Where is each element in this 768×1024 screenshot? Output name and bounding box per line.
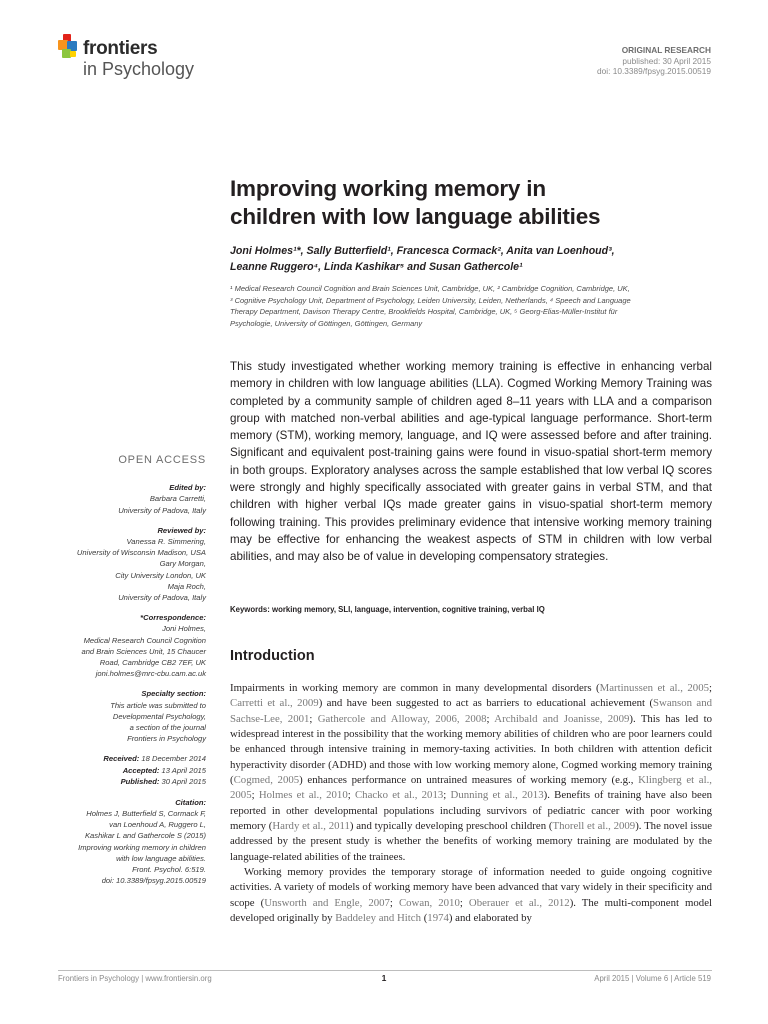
reviewer-line: University of Wisconsin Madison, USA [76,548,206,558]
paragraph: Impairments in working memory are common in many developmental disorders (Martinussen et al., 2005; Carretti et al., 2009) and have been suggested to act as barriers to educational achievement (Swanson and Sachse-Lee, 2001; Gathercole and Alloway, 2006, 2008; Archibald and Joanisse, 2009). This has led to widespread interest in the possibility that the working memory abilities of children who are poor learners could be enhanced through intensive training in memory-taxing activities. In both children with attention deficit hyperactivity disorder (ADHD) and those with low working memory alone, Cogmed working memory training (Cogmed, 2005) enhances performance on untrained measures of working memory (e.g., Klingberg et al., 2005; Holmes et al., 2010; Chacko et al., 2013; Dunning et al., 2013). Benefits of training have also been reported in other developmental populations including survivors of pediatric cancer with poor working memory (Hardy et al., 2011) and typically developing preschool children (Thorell et al., 2009). The novel issue addressed by the present study is whether the benefits of working memory training are modulated by the language-related abilities of the trainees. [230,682,713,863]
correspondence-line: Road, Cambridge CB2 7EF, UK [99,658,206,668]
citation-link[interactable]: Dunning et al., 2013 [450,789,544,802]
citation-link[interactable]: Gathercole and Alloway, 2006, 2008 [317,712,487,725]
citation-link[interactable]: Thorell et al., 2009 [552,820,636,833]
citation-link[interactable]: Martinussen et al., 2005 [599,682,709,694]
footer-journal[interactable]: Frontiers in Psychology | www.frontiersin.org [58,974,212,983]
edited-by-section [40,482,206,516]
author-list [230,243,710,275]
dates-section [40,753,206,787]
reviewer-line: Maja Roch, [167,581,206,591]
specialty-line: This article was submitted to [110,700,206,710]
reviewed-by-section [40,525,206,603]
publish-date: published: 30 April 2015 [622,55,711,66]
affiliation-line: Therapy Department, Davison Therapy Centre, Brookfields Hospital, Cambridge, UK, ⁵ Georg-Elias-Müller-Institut für [230,307,618,317]
article-title [230,175,720,231]
reviewer-line: Vanessa R. Simmering, [126,537,206,547]
citation-link[interactable]: 1974 [427,912,449,925]
article-sidebar [40,455,206,895]
abstract: This study investigated whether working memory training is effective in enhancing verbal memory in children with low language abilities (LLA). Cogmed Working Memory Training was completed by a community sample of children aged 8–11 years with LLA and a comparison group with matched non-verbal abilities and age-typical language performance. Short-term memory (STM), working memory, language, and IQ were assessed before and after training. Significant and equivalent post-training gains were found in visuo-spatial short-term memory in both groups. Exploratory analyses across the sample established that low verbal IQ scores were strongly and highly specifically associated with greater gains in verbal STM, and that children with higher verbal IQs made greater gains in visuo-spatial short-term memory following training. This provides preliminary evidence that intensive working memory training may be effective for enhancing the weakest aspects of STM in children with low verbal abilities, and may also be of value in developing compensatory strategies. [230,360,712,564]
citation-link[interactable]: Hardy et al., 2011 [272,820,350,833]
citation-line: with low language abilities. [116,853,206,863]
editor-line: University of Padova, Italy [118,505,206,515]
introduction-body [230,681,712,927]
edited-by-label: Edited by: [169,483,206,493]
specialty-section [40,688,206,744]
article-doi[interactable]: doi: 10.3389/fpsyg.2015.00519 [597,66,711,76]
footer-issue: April 2015 | Volume 6 | Article 519 [594,974,711,983]
correspondence-email[interactable]: joni.holmes@mrc-cbu.cam.ac.uk [95,669,206,679]
authors-line-1: Joni Holmes¹*, Sally Butterfield¹, Francesca Cormack², Anita van Loenhoud³, [230,245,615,257]
article-type: ORIGINAL RESEARCH [621,45,711,55]
received-date: Received: 18 December 2014 [103,754,206,764]
section-heading-introduction: Introduction [230,648,315,664]
title-line-1: Improving working memory in [230,176,546,201]
title-line-2: children with low language abilities [230,204,601,229]
correspondence-line: and Brain Sciences Unit, 15 Chaucer [81,646,206,656]
affiliation-line: ³ Cognitive Psychology Unit, Department of Psychology, Leiden University, Leiden, Netherlands, ⁴ Speech and Language [230,295,631,305]
citation-link[interactable]: Cowan, 2010 [398,896,460,909]
accepted-date: Accepted: 13 April 2015 [122,765,206,775]
article-meta [597,45,711,77]
citation-link[interactable]: Unsworth and Engle, 2007 [264,896,390,909]
citation-line: Improving working memory in children [78,842,206,852]
citation-link[interactable]: Swanson and Sachse-Lee, 2001 [230,697,713,725]
reviewed-by-label: Reviewed by: [157,525,206,535]
citation-label: Citation: [175,797,206,807]
reviewer-line: City University London, UK [115,570,206,580]
citation-section [40,797,206,887]
authors-line-2: Leanne Ruggero⁴, Linda Kashikar⁵ and Susan Gathercole¹ [230,261,523,273]
logo-text-journal: in Psychology [83,59,195,79]
citation-link[interactable]: Klingberg et al., 2005 [230,774,712,802]
specialty-label: Specialty section: [141,689,206,699]
published-date: Published: 30 April 2015 [120,777,206,787]
affiliation-line: Psychologie, University of Göttingen, Göttingen, Germany [230,318,423,328]
citation-link[interactable]: Chacko et al., 2013 [354,789,444,802]
editor-line: Barbara Carretti, [149,494,206,504]
citation-link[interactable]: Baddeley and Hitch [335,912,421,925]
frontiers-logo-icon [58,34,80,60]
citation-link[interactable]: Archibald and Joanisse, 2009 [494,712,630,725]
correspondence-section [40,612,206,679]
citation-link[interactable]: Oberauer et al., 2012 [468,896,570,909]
citation-line: Kashikar L and Gathercole S (2015) [84,831,206,841]
citation-doi[interactable]: doi: 10.3389/fpsyg.2015.00519 [101,876,206,886]
footer-divider [58,970,712,971]
affiliations [230,283,710,329]
keywords: Keywords: working memory, SLI, language, intervention, cognitive training, verbal IQ [230,605,545,614]
specialty-line: Developmental Psychology, [112,711,206,721]
logo-text-frontiers: frontiers [83,38,158,59]
reviewer-line: University of Padova, Italy [118,593,206,603]
reviewer-line: Gary Morgan, [159,559,206,569]
open-access-label: OPEN ACCESS [118,454,206,466]
journal-logo [58,34,208,80]
correspondence-line: Joni Holmes, [162,624,206,634]
citation-link[interactable]: Holmes et al., 2010 [258,789,348,802]
correspondence-line: Medical Research Council Cognition [83,635,206,645]
correspondence-label: *Correspondence: [140,613,206,623]
specialty-line: a section of the journal [129,723,206,733]
citation-line: Holmes J, Butterfield S, Cormack F, [86,808,206,818]
citation-link[interactable]: Cogmed, 2005 [233,774,300,787]
paragraph: Working memory provides the temporary storage of information needed to guide ongoing cognitive activities. A variety of models of working memory have been advanced that vary widely in their specificity and scope (Unsworth and Engle, 2007; Cowan, 2010; Oberauer et al., 2012). The multi-component model developed originally by Baddeley and Hitch (1974) and elaborated by [230,866,712,925]
page-number: 1 [381,973,387,983]
affiliation-line: ¹ Medical Research Council Cognition and Brain Sciences Unit, Cambridge, UK, ² Cambridge Cognition, Cambridge, UK, [230,284,630,293]
citation-line: van Loenhoud A, Ruggero L, [109,820,206,830]
specialty-line: Frontiers in Psychology [127,734,206,744]
citation-line: Front. Psychol. 6:519. [132,864,206,874]
citation-link[interactable]: Carretti et al., 2009 [230,697,319,710]
